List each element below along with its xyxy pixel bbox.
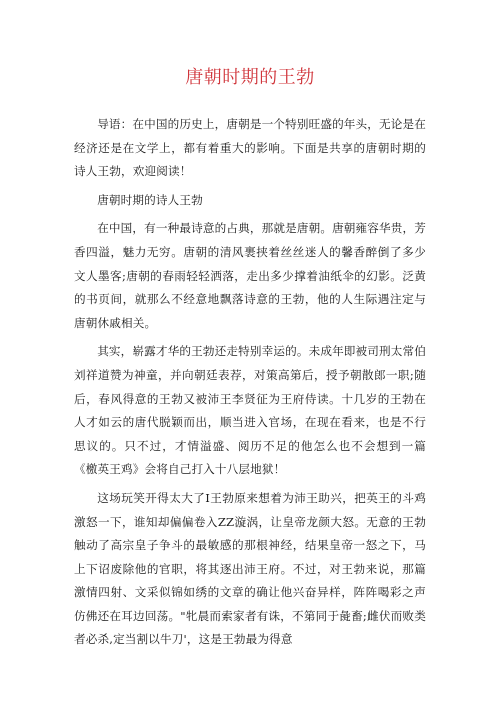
- document-body: [74, 113, 426, 657]
- intro-paragraph: 导语：在中国的历史上，唐朝是一个特别旺盛的年头，无论是在经济还是在文学上，都有着重大的影响。下面是共享的唐朝时期的诗人王勃，欢迎阅读！: [74, 117, 427, 179]
- body-paragraph: 其实，崭露才华的王勃还走特别幸运的。未成年即被司刑太常伯刘祥道赞为神童，并向朝廷表荐，对策高第后，授予朝散郎一职;随后，春风得意的王勃又被沛王李贤征为王府侍读。十几岁的王勃在人才如云的唐代脱颖而出，顺当进入官场，在现在看来，也是不行思议的。只不过，才情溢盛、阅历不足的他怎么也不会想到一篇《檄英王鸡》会将自己打入十八层地狱！: [74, 344, 427, 477]
- body-paragraph: 在中国，有一种最诗意的占典，那就是唐朝。唐朝雍容华贵，芳香四溢，魅力无穷。唐朝的清风裹挟着丝丝迷人的馨香醉倒了多少文人墨客;唐朝的春雨轻轻洒落，走出多少撑着油纸伞的幻影。泛黄的书页间，就那么不经意地飘落诗意的王勃，他的人生际遇注定与唐朝休戚相关。: [74, 221, 427, 330]
- document-title: 唐朝时期的王勃: [185, 67, 315, 88]
- section-subheading: 唐朝时期的诗人王勃: [97, 192, 203, 207]
- body-paragraph: 这场玩笑开得太大了I王勃原来想着为沛王助兴，把英王的斗鸡激怒一下，谁知却偏偏卷入ZZ漩涡，让皇帝龙颜大怒。无意的王勃触动了高宗皇子争斗的最敏感的那根神经，结果皇帝一怒之下，马上下诏废除他的官职，将其逐出沛王府。不过，对王勃来说，那篇激情四射、文采似锦如绣的文章的确让他兴奋异样，阵阵喝彩之声仿佛还在耳边回荡。"牝晨而索家者有诛，不第同于彘畜;雌伏而败类者必杀,定当割以牛刀'，这是王勃最为得意: [74, 490, 426, 647]
